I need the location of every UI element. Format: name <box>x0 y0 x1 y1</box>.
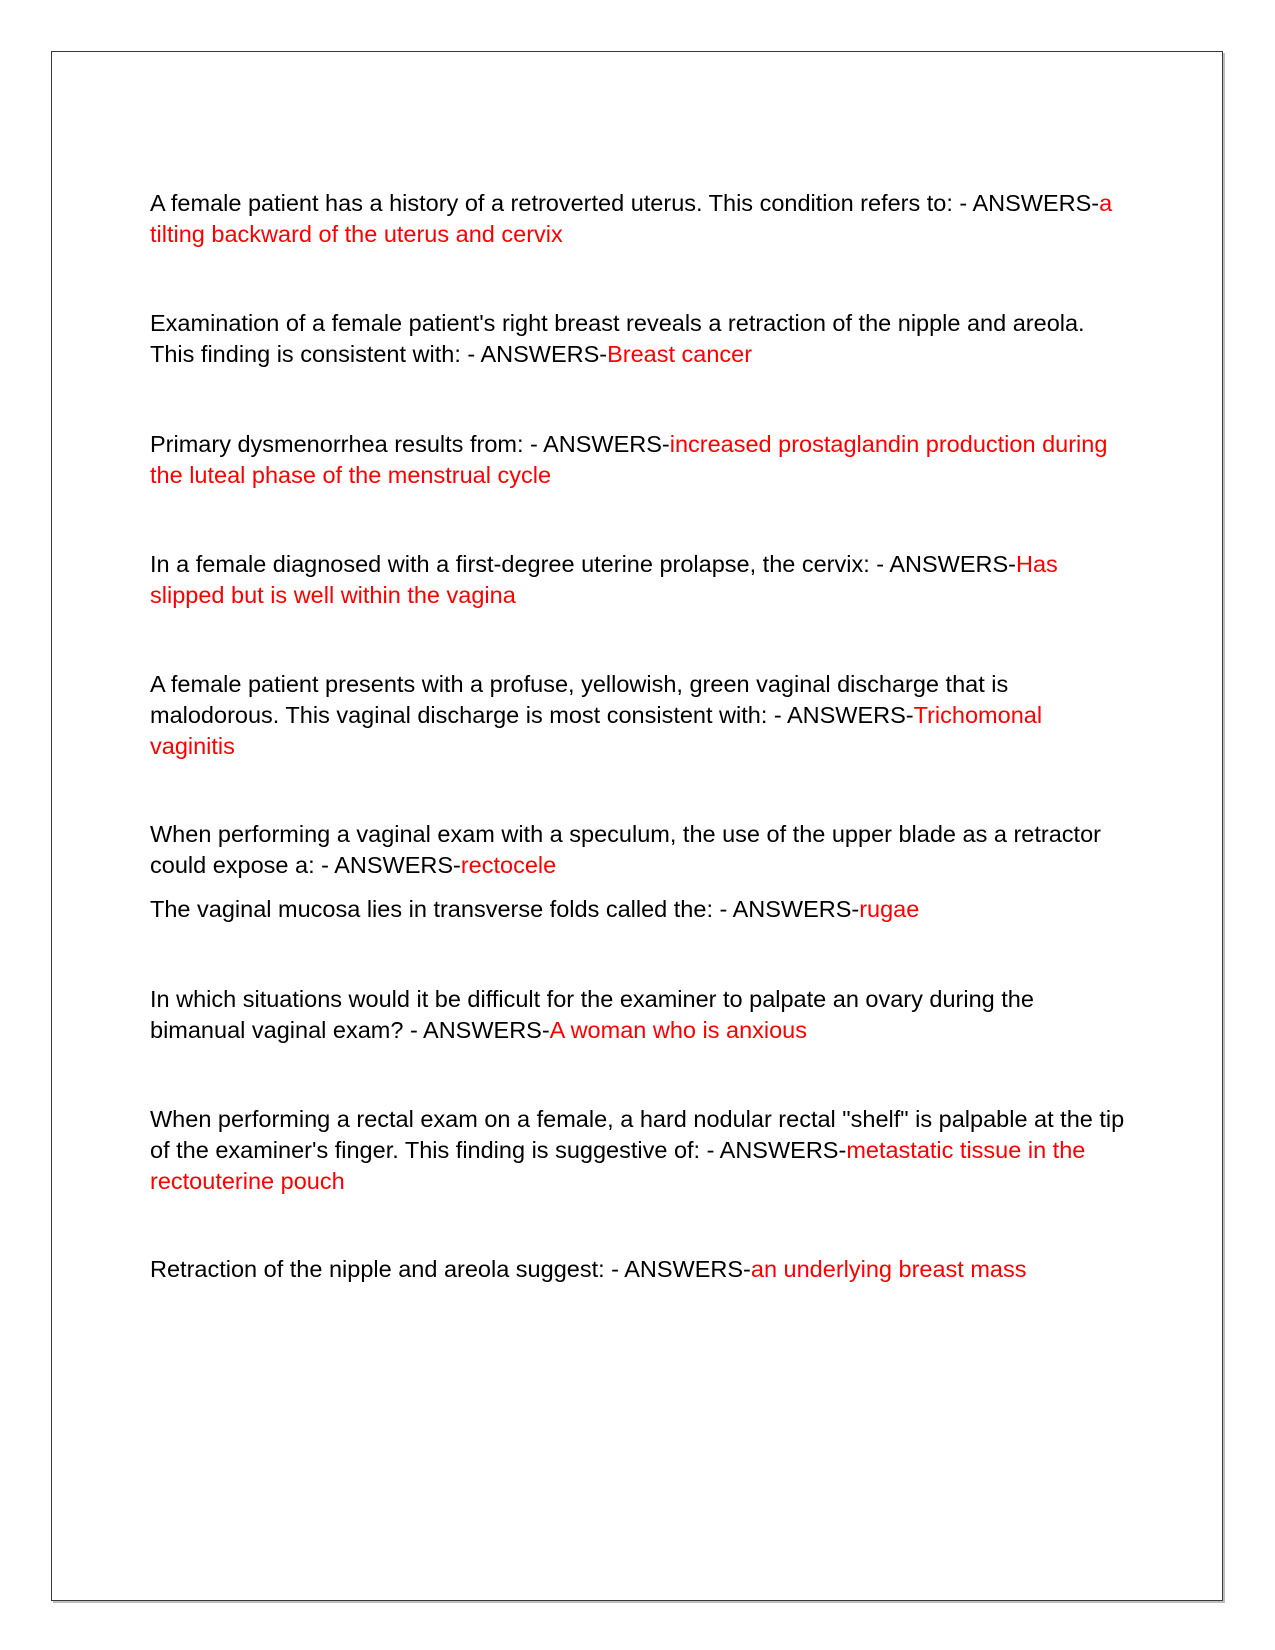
qa-item-8 <box>150 984 1130 1046</box>
answer-text: a tilting backward of the uterus and cervix <box>150 190 1113 247</box>
qa-item-10 <box>150 1254 1130 1285</box>
answer-text: rugae <box>859 896 920 922</box>
qa-item-2 <box>150 308 1130 370</box>
answer-text: Breast cancer <box>607 341 753 367</box>
answer-text: A woman who is anxious <box>549 1017 808 1043</box>
qa-item-1 <box>150 188 1130 250</box>
answer-text: Has slipped but is well within the vagina <box>150 551 1058 608</box>
answer-text: metastatic tissue in the rectouterine pouch <box>150 1137 1086 1194</box>
question-text: When performing a vaginal exam with a speculum, the use of the upper blade as a retractor could expose a: - ANSWERS- <box>150 821 1101 878</box>
question-text: Retraction of the nipple and areola suggest: - ANSWERS- <box>150 1256 751 1282</box>
qa-item-9 <box>150 1104 1130 1197</box>
question-text: In a female diagnosed with a first-degree uterine prolapse, the cervix: - ANSWERS- <box>150 551 1016 577</box>
question-text: Primary dysmenorrhea results from: - ANSWERS- <box>150 431 670 457</box>
question-text: Examination of a female patient's right breast reveals a retraction of the nipple and areola. This finding is consistent with: - ANSWERS- <box>150 310 1085 367</box>
question-text: When performing a rectal exam on a female, a hard nodular rectal "shelf" is palpable at the tip of the examiner's finger. This finding is suggestive of: - ANSWERS- <box>150 1106 1125 1163</box>
answer-text: increased prostaglandin production during the luteal phase of the menstrual cycle <box>150 431 1108 488</box>
question-text: A female patient has a history of a retroverted uterus. This condition refers to: - ANSWERS- <box>150 190 1100 216</box>
question-text: The vaginal mucosa lies in transverse folds called the: - ANSWERS- <box>150 896 860 922</box>
question-text: In which situations would it be difficult for the examiner to palpate an ovary during the bimanual vaginal exam? - ANSWERS- <box>150 986 1034 1043</box>
answer-text: Trichomonal vaginitis <box>150 702 1043 759</box>
question-text: A female patient presents with a profuse, yellowish, green vaginal discharge that is malodorous. This vaginal discharge is most consistent with: - ANSWERS- <box>150 671 1009 728</box>
answer-text: rectocele <box>460 852 557 878</box>
qa-item-3 <box>150 429 1130 491</box>
qa-item-7 <box>150 894 1130 925</box>
qa-item-4 <box>150 549 1130 611</box>
qa-item-6 <box>150 819 1130 881</box>
answer-text: an underlying breast mass <box>750 1256 1027 1282</box>
qa-item-5 <box>150 669 1130 762</box>
